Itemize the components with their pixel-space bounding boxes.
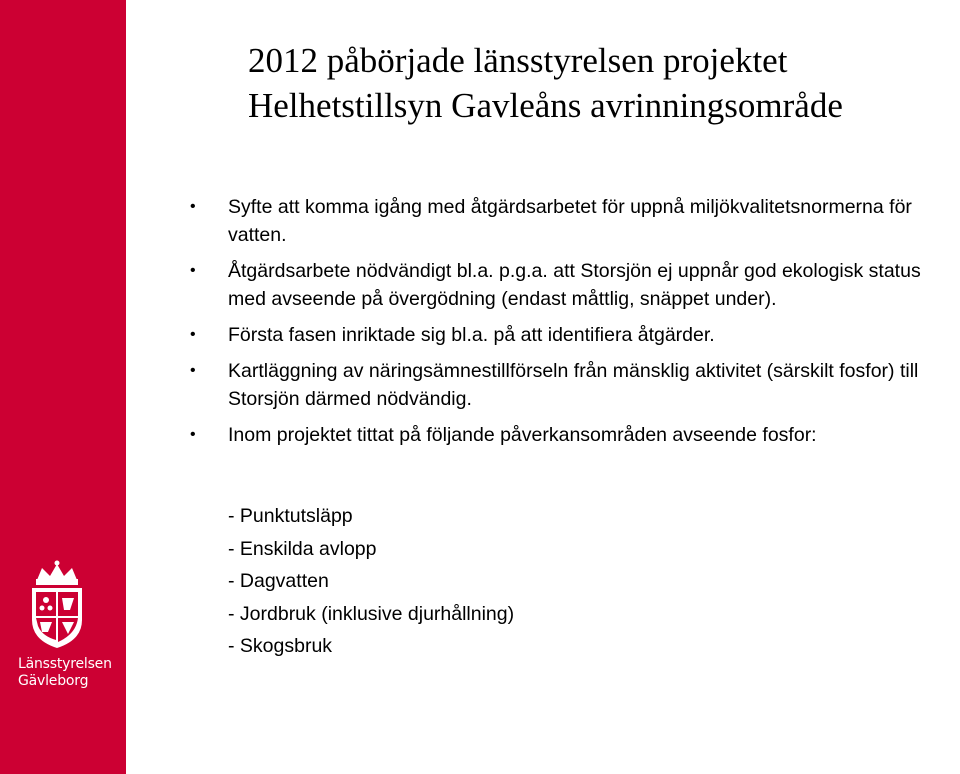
logo-line-2: Gävleborg (18, 673, 89, 689)
coat-of-arms-icon (12, 560, 102, 650)
source-item: - Jordbruk (inklusive djurhållning) (228, 602, 515, 625)
bullet-icon: • (190, 262, 196, 279)
title-line-1: 2012 påbörjade länsstyrelsen projektet (248, 41, 788, 80)
bullet-text: Första fasen inriktade sig bl.a. på att identifiera åtgärder. (228, 324, 715, 346)
title-line-2: Helhetstillsyn Gavleåns avrinningsområde (248, 86, 843, 125)
bullet-item (190, 321, 960, 349)
bullet-text: Åtgärdsarbete nödvändigt bl.a. p.g.a. att Storsjön ej uppnår god ekologisk status med avseende på övergödning (endast måttlig, snäppet under). (228, 260, 921, 310)
bullet-item (190, 357, 960, 413)
bullet-text: Syfte att komma igång med åtgärdsarbetet för uppnå miljökvalitetsnormerna för vatten. (228, 196, 912, 246)
bullet-icon: • (190, 198, 196, 215)
source-item: - Skogsbruk (228, 635, 333, 657)
bullet-icon: • (190, 426, 196, 443)
brand-sidebar (0, 0, 126, 774)
logo-line-1: Länsstyrelsen (18, 656, 112, 672)
slide-title (248, 38, 948, 128)
source-item: - Dagvatten (228, 570, 329, 592)
bullet-text: Inom projektet tittat på följande påverkansområden avseende fosfor: (228, 424, 817, 446)
bullet-icon: • (190, 326, 196, 343)
bullet-item (190, 257, 960, 313)
agency-logo (12, 560, 116, 690)
bullet-list (190, 193, 960, 457)
source-item: - Enskilda avlopp (228, 537, 377, 560)
source-list (228, 500, 514, 663)
bullet-item (190, 193, 960, 249)
source-item: - Punktutsläpp (228, 505, 353, 527)
bullet-icon: • (190, 362, 196, 379)
bullet-text: Kartläggning av näringsämnestillförseln från mänsklig aktivitet (särskilt fosfor) till Storsjön därmed nödvändig. (228, 360, 919, 410)
logo-wordmark (18, 656, 116, 690)
bullet-item (190, 421, 960, 449)
